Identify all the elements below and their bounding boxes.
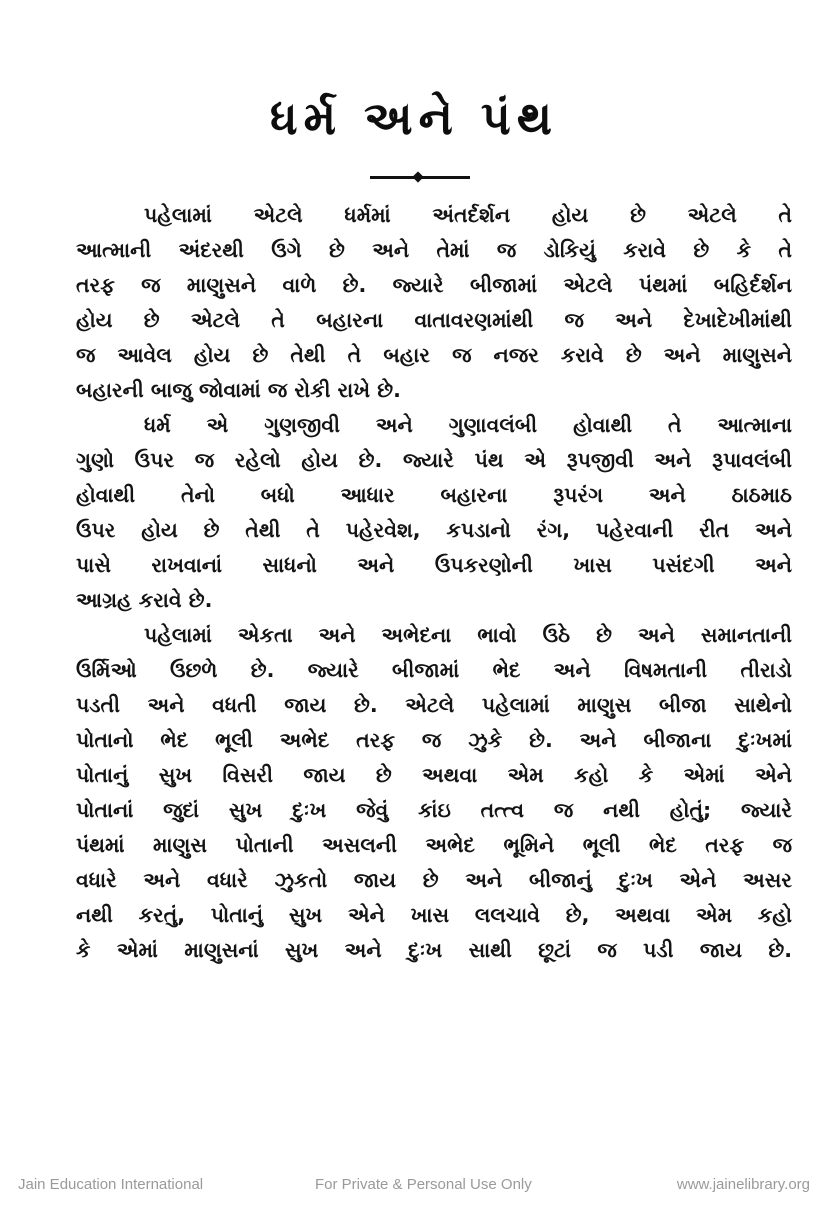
paragraph-3-line-2: ઉર્મિઓ ઉછળે છે. જ્યારે બીજામાં ભેદ અને વિષમતાની તીરાડો — [76, 658, 792, 682]
paragraph-2-line-4: ઉપર હોય છે તેથી તે પહેરવેશ, કપડાનો રંગ, પહેરવાની રીત અને — [76, 518, 792, 542]
paragraph-1-line-1: પહેલામાં એટલે ધર્મમાં અંતર્દર્શન હોય છે એટલે તે — [144, 203, 792, 227]
paragraph-3-line-9: નથી કરતું, પોતાનું સુખ એને ખાસ લલચાવે છે, અથવા એમ કહો — [76, 903, 792, 927]
paragraph-2-line-5: પાસે રાખવાનાં સાધનો અને ઉપકરણોની ખાસ પસંદગી અને — [76, 553, 792, 577]
paragraph-3-line-3: પડતી અને વધતી જાય છે. એટલે પહેલામાં માણુસ બીજા સાથેનો — [76, 693, 792, 717]
page-title: ધર્મ અને પંથ — [269, 91, 559, 145]
divider-ornament-icon — [370, 172, 470, 182]
paragraph-2-line-6: આગ્રહ કરાવે છે. — [76, 588, 213, 612]
body-text — [76, 198, 792, 968]
paragraph-3-line-1: પહેલામાં એકતા અને અભેદના ભાવો ઉઠે છે અને સમાનતાની — [144, 623, 792, 647]
paragraph-3-line-6: પોતાનાં જુદાં સુખ દુઃખ જેવું કાંઇ તત્ત્વ જ નથી હોતું; જ્યારે — [76, 798, 792, 822]
paragraph-2-line-2: ગુણો ઉપર જ રહેલો હોય છે. જ્યારે પંથ એ રૂપજીવી અને રૂપાવલંબી — [76, 448, 792, 472]
paragraph-1-line-3: તરફ જ માણુસને વાળે છે. જ્યારે બીજામાં એટલે પંથમાં બહિર્દર્શન — [76, 273, 792, 297]
paragraph-1-line-6: બહારની બાજુ જોવામાં જ રોકી રાખે છે. — [76, 378, 401, 402]
footer-usage-notice: For Private & Personal Use Only — [315, 1176, 532, 1193]
paragraph-2-line-3: હોવાથી તેનો બધો આધાર બહારના રૂપરંગ અને ઠાઠમાઠ — [76, 483, 792, 507]
footer-website-link[interactable]: www.jainelibrary.org — [676, 1176, 810, 1193]
paragraph-1-line-2: આત્માની અંદરથી ઉગે છે અને તેમાં જ ડોકિયું કરાવે છે કે તે — [76, 238, 792, 262]
paragraph-3-line-10: કે એમાં માણુસનાં સુખ અને દુઃખ સાથી છૂટાં જ પડી જાય છે. — [76, 938, 792, 962]
paragraph-3-line-5: પોતાનું સુખ વિસરી જાય છે અથવા એમ કહો કે એમાં એને — [76, 763, 792, 787]
paragraph-3-line-4: પોતાનો ભેદ ભૂલી અભેદ તરફ જ ઝુકે છે. અને બીજાના દુઃખમાં — [76, 728, 792, 752]
footer-publisher: Jain Education International — [18, 1176, 204, 1193]
paragraph-1-line-4: હોય છે એટલે તે બહારના વાતાવરણમાંથી જ અને દેખાદેખીમાંથી — [76, 308, 792, 332]
paragraph-2-line-1: ધર્મ એ ગુણજીવી અને ગુણાવલંબી હોવાથી તે આત્માના — [144, 413, 792, 437]
paragraph-3-line-7: પંથમાં માણુસ પોતાની અસલની અભેદ ભૂમિને ભૂલી ભેદ તરફ જ — [76, 833, 792, 857]
diamond-icon — [412, 171, 423, 182]
paragraph-1-line-5: જ આવેલ હોય છે તેથી તે બહાર જ નજર કરાવે છે અને માણુસને — [76, 343, 792, 367]
footer — [0, 1176, 828, 1196]
paragraph-3-line-8: વધારે અને વધારે ઝુકતો જાય છે અને બીજાનું દુઃખ એને અસર — [76, 868, 792, 892]
